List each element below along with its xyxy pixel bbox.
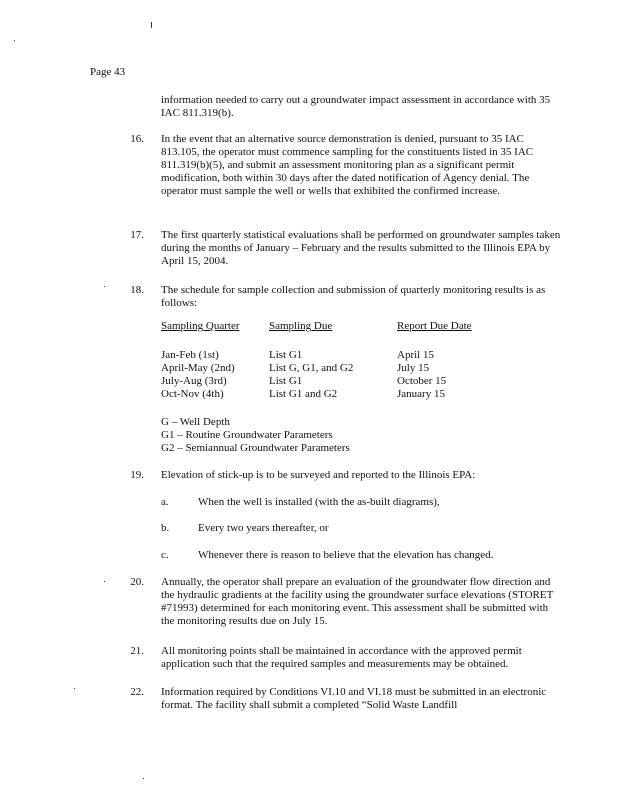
subitem-text: Whenever there is reason to believe that the elevation has changed. [198,549,494,561]
condition-number: 20. [130,576,144,588]
header-report-due-date: Report Due Date [397,320,472,332]
sampling-due-cell: List G1 and G2 [269,388,338,400]
condition-text: Annually, the operator shall prepare an evaluation of the groundwater flow direction and the hydraulic gradients at the facility using the groundwater surface elevations (STORET #71993) determined for each monitoring event. This assessment shall be submitted with the monitoring results due on July 15. [161,576,554,627]
legend-item: G1 – Routine Groundwater Parameters [161,429,333,441]
subitem-letter: b. [161,522,170,534]
header-sampling-quarter: Sampling Quarter [161,320,240,332]
condition-text: The first quarterly statistical evaluations shall be performed on groundwater samples taken during the months of January – February and the results submitted to the Illinois EPA by April 15, 2004. [161,229,561,267]
condition-text: Information required by Conditions VI.10 and VI.18 must be submitted in an electronic format. The facility shall submit a completed “Solid Waste Landfill [161,686,547,711]
report-due-cell: January 15 [397,388,445,400]
quarter-cell: Jan-Feb (1st) [161,349,219,361]
report-due-cell: July 15 [397,362,430,374]
condition-number: 17. [130,229,144,241]
schedule-row [161,349,521,362]
legend-item: G2 – Semiannual Groundwater Parameters [161,442,350,454]
sampling-due-cell: List G, G1, and G2 [269,362,354,374]
scan-speck [104,286,105,287]
sampling-schedule-table [161,320,521,401]
scan-speck [143,778,144,779]
scan-speck [14,40,15,41]
continuation-paragraph: information needed to carry out a groundwater impact assessment in accordance with 35 IAC 811.319(b). [161,94,551,119]
schedule-row [161,388,521,401]
page-number: Page 43 [90,66,126,78]
subitem-letter: a. [161,496,169,508]
condition-number: 21. [130,645,144,657]
condition-text: In the event that an alternative source demonstration is denied, pursuant to 35 IAC 813.105, the operator must commence sampling for the constituents listed in 35 IAC 811.319(b)(5), and submit an assessment monitoring plan as a significant permit modification, both within 30 days after the dated notification of Agency denial. The operator must sample the well or wells that exhibited the confirmed increase. [161,133,534,197]
condition-text: All monitoring points shall be maintained in accordance with the approved permit application such that the required samples and measurements may be obtained. [161,645,522,670]
condition-number: 22. [130,686,144,698]
quarter-cell: Oct-Nov (4th) [161,388,224,400]
schedule-row [161,375,521,388]
quarter-cell: July-Aug (3rd) [161,375,227,387]
scan-speck [74,688,75,689]
report-due-cell: April 15 [397,349,434,361]
parameter-legend [161,416,461,455]
condition-text: Elevation of stick-up is to be surveyed and reported to the Illinois EPA: [161,469,476,481]
subitem-text: Every two years thereafter, or [198,522,329,534]
legend-item: G – Well Depth [161,416,230,428]
sampling-due-cell: List G1 [269,349,303,361]
quarter-cell: April-May (2nd) [161,362,235,374]
report-due-cell: October 15 [397,375,447,387]
sampling-due-cell: List G1 [269,375,303,387]
scan-speck [151,22,152,28]
scan-speck [104,581,105,582]
subitem-letter: c. [161,549,169,561]
condition-number: 18. [130,284,144,296]
condition-number: 16. [130,133,144,145]
subitem-text: When the well is installed (with the as-built diagrams), [198,496,440,508]
header-sampling-due: Sampling Due [269,320,333,332]
condition-text: The schedule for sample collection and submission of quarterly monitoring results is as follows: [161,284,546,309]
schedule-row [161,362,521,375]
schedule-header-row [161,320,521,333]
condition-number: 19. [130,469,144,481]
